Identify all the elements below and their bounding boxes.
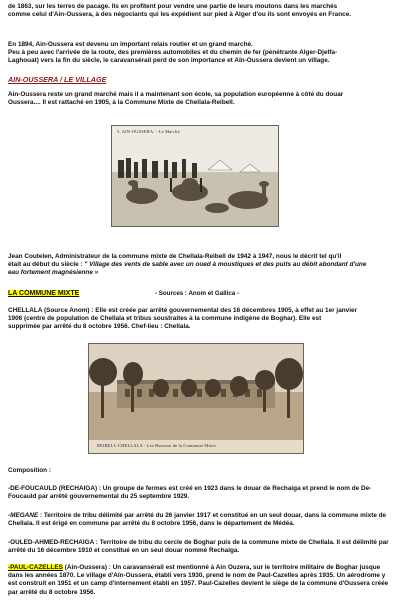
paragraph-1894-line-2: Peu à peu avec l'arrivée de la route, des premières automobiles et du chemin de fer (pénétrante Alger-Djelfa- bbox=[8, 49, 338, 57]
paul-line-3: est construit en 1951 et un camp d'internement établi en 1957. Paul-Cazelles devient le siège de la commune d'Oussera créée bbox=[8, 580, 389, 588]
commune-bureaux-photo bbox=[88, 343, 304, 454]
coutelen-line-2-plain: était au début du siècle : bbox=[8, 261, 85, 269]
coutelen-quote-part-1: " Village des vents de sable avec un oued à moustiques et des puits au débit abondant d'une bbox=[84, 261, 367, 269]
coutelen-line-1: Jean Coutelen, Administrateur de la commune mixte de Chellala-Reibell de 1942 à 1947, nous le décrit tel qu'il bbox=[8, 253, 342, 260]
defoucauld-line-1 bbox=[8, 485, 405, 493]
intro-paragraph bbox=[8, 3, 405, 19]
defoucauld-entry bbox=[8, 485, 405, 501]
heading-village-text: AIN-OUSSERA / LE VILLAGE bbox=[8, 75, 107, 84]
megane-line-2: Chellala. Il est érigé en commune par arrêté du 8 octobre 1956, dans le département de Médéa. bbox=[8, 520, 295, 528]
coutelen-paragraph bbox=[8, 253, 405, 278]
market-photo bbox=[111, 125, 279, 227]
market-photo-image bbox=[112, 126, 278, 226]
defoucauld-line-2: Foucauld par arrêté gouvernemental du 25 septembre 1929. bbox=[8, 493, 190, 501]
megane-line-1 bbox=[8, 512, 405, 520]
megane-name: -MEGANE bbox=[8, 512, 39, 519]
market-photo-caption: 5. AIN-OUSSERA. - Le Marché bbox=[117, 129, 180, 134]
paul-line-2: dans les années 1870. Le village d'Aïn-Oussera, établi vers 1930, prend le nom de Paul-Cazelles après 1935. Un aérodrome y bbox=[8, 572, 386, 580]
ouled-line-1 bbox=[8, 539, 405, 547]
intro-line-1: de 1863, sur les terres de pacage. Ils en profitent pour vendre une partie de leurs moutons dans les marchés bbox=[8, 3, 338, 10]
paul-line-4: par arrêté du 8 octobre 1956. bbox=[8, 588, 96, 596]
chellala-line-1: CHELLALA (Source Anom) : Elle est créée par arrêté gouvernemental des 16 décembres 1905, à effet au 1er janvier bbox=[8, 307, 358, 314]
megane-entry bbox=[8, 512, 405, 528]
intro-line-2: comme celui d'Ain-Oussera, à des négociants qui les expédient sur pied à Alger d'ou ils sont envoyés en France. bbox=[8, 11, 352, 19]
ouled-line-1-rest: : Territoire de tribu du cercle de Boghar puis de la commune mixte de Chellala. Il est délimité par bbox=[94, 539, 389, 546]
village-paragraph bbox=[8, 91, 405, 107]
chellala-line-2: 1906 (centre de population de Chellala et tribus soustraites à la commune indigène de Boghar). Elle est bbox=[8, 315, 322, 323]
ouled-ahmed-rechaiga-entry bbox=[8, 539, 405, 555]
commune-bureaux-photo-caption: REIBELL-CHELLALA - Les Bureaux de la Commune Mixte bbox=[97, 443, 216, 448]
paul-name: -PAUL-CAZELLES bbox=[8, 564, 63, 571]
paul-cazelles-entry bbox=[8, 564, 405, 597]
paragraph-1894-line-1: En 1894, Ain-Oussera est devenu un important relais routier et un grand marché. bbox=[8, 41, 253, 48]
commune-mixte-title: LA COMMUNE MIXTE bbox=[8, 290, 80, 297]
coutelen-quote-part-2: eau fortement magnésienne » bbox=[8, 269, 99, 277]
chellala-paragraph bbox=[8, 307, 405, 332]
paul-line-1 bbox=[8, 564, 405, 572]
sources-note: - Sources : Anom et Gallica - bbox=[155, 290, 240, 297]
paragraph-1894-line-3: Laghouat) vers la fin du siècle, le caravansérail perd de son importance et Aïn-Oussera devient un village. bbox=[8, 57, 330, 65]
chellala-line-3: supprimée par arrêté du 8 octobre 1956. Chef-lieu : Chellala. bbox=[8, 323, 191, 331]
commune-mixte-header bbox=[8, 290, 405, 299]
coutelen-line-2 bbox=[8, 261, 405, 269]
heading-village bbox=[8, 75, 405, 85]
commune-bureaux-photo-image bbox=[89, 344, 303, 453]
megane-line-1-rest: : Territoire de tribu délimité par arrêté du 26 janvier 1917 et constitué en un seul douar, dans la commune mixte de bbox=[38, 512, 387, 519]
ouled-line-2: arrêté du 16 décembre 1910 et constitué en un seul douar nommé Rechaiga. bbox=[8, 547, 240, 555]
composition-label bbox=[8, 467, 405, 475]
paul-line-1-mid: (Ain-Oussera) : Un caravansérail est mentionné à Ain Ouzera, sur le territoire militaire de Boghar jusque bbox=[62, 564, 381, 571]
defoucauld-line-1-rest: (RECHAIGA) : Un groupe de fermes est créé en 1923 dans le douar de Rechaiga et prend le nom de De- bbox=[57, 485, 372, 492]
village-line-2: Oussera.... Il est rattaché en 1905, à la Commune Mixte de Chellala-Reibell. bbox=[8, 99, 235, 107]
composition-label-text: Composition : bbox=[8, 467, 51, 474]
defoucauld-name: -DE-FOUCAULD bbox=[8, 485, 57, 492]
ouled-name: -OULED-AHMED-RECHAIGA bbox=[8, 539, 95, 546]
paragraph-1894 bbox=[8, 41, 405, 66]
village-line-1: Ain-Oussera reste un grand marché mais il a maintenant son école, sa population européenne à côté du douar bbox=[8, 91, 344, 98]
